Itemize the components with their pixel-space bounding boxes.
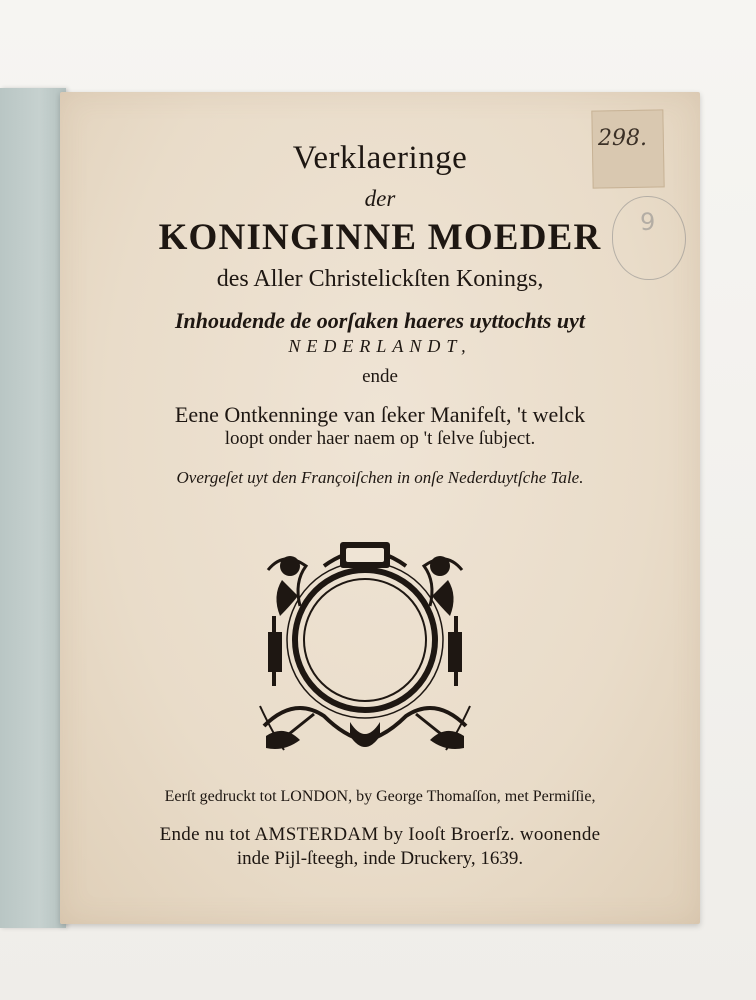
- title-line-ontkenninge: Eene Ontkenninge van ſeker Manifeſt, 't welck: [174, 402, 586, 427]
- title-line-subject: loopt onder haer naem op 't ſelve ſubject.: [224, 428, 536, 449]
- title-line-der: der: [364, 186, 396, 211]
- title-line-verklaeringe: Verklaeringe: [292, 140, 468, 176]
- imprint-line-druckery: inde Pijl-ſteegh, inde Druckery, 1639.: [236, 848, 524, 869]
- imprint-line-london: Eerſt gedruckt tot LONDON, by George Thomaſſon, met Permiſſie,: [164, 788, 596, 805]
- shelf-label-number: 298.: [598, 126, 647, 151]
- title-line-inhoudende: Inhoudende de oorſaken haeres uyttochts uyt: [174, 308, 586, 333]
- woodcut-cartouche-icon: [254, 536, 476, 758]
- pencil-number: 9: [640, 208, 656, 236]
- blue-paper-cover: [0, 88, 66, 928]
- title-line-overgeset: Overgeſet uyt den Françoiſchen in onſe Nederduytſche Tale.: [176, 468, 584, 487]
- title-line-konings: des Aller Christelickſten Konings,: [216, 266, 544, 292]
- title-line-nederlandt: NEDERLANDT,: [288, 336, 472, 356]
- title-line-ende: ende: [362, 366, 398, 387]
- imprint-line-amsterdam: Ende nu tot AMSTERDAM by Iooſt Broerſz. woonende: [159, 824, 601, 845]
- title-line-koninginne-moeder: KONINGINNE MOEDER: [158, 217, 602, 258]
